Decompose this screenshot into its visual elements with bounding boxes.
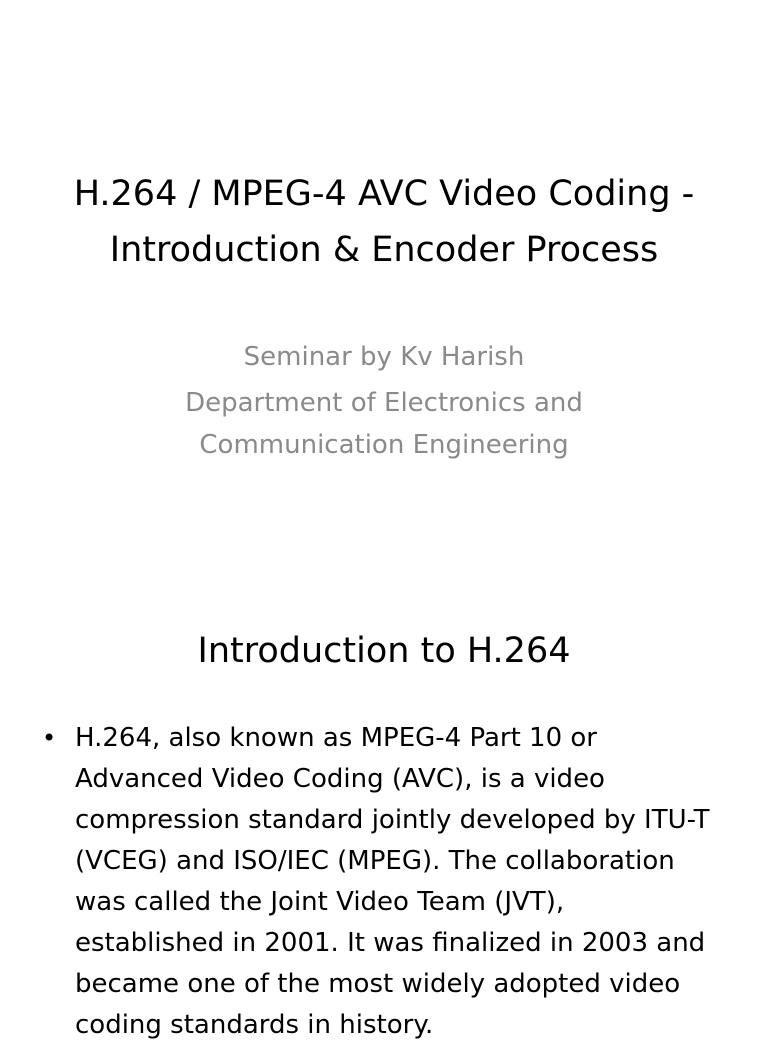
bullet-text: H.264, also known as MPEG-4 Part 10 or Advanced Video Coding (AVC), is a video compression standard jointly developed by ITU-T (VCEG) and ISO/IEC (MPEG). The collaboration was called the Joint Video Team (JVT), established in 2001. It was finalized in 2003 and became one of the most widely adopted video coding standards in history. [75, 723, 710, 1040]
slide-title: H.264 / MPEG-4 AVC Video Coding - Introduction & Encoder Process [73, 174, 695, 270]
presenter-line: Seminar by Kv Harish [243, 342, 525, 372]
bullet-list [40, 718, 720, 1046]
slide-heading: Introduction to H.264 [197, 631, 571, 671]
department-line: Department of Electronics and Communication Engineering [185, 388, 583, 460]
slide-subtitle [100, 336, 668, 466]
bullet-icon: • [42, 724, 57, 752]
bullet-item [40, 718, 720, 1046]
content-slide [0, 576, 768, 1040]
